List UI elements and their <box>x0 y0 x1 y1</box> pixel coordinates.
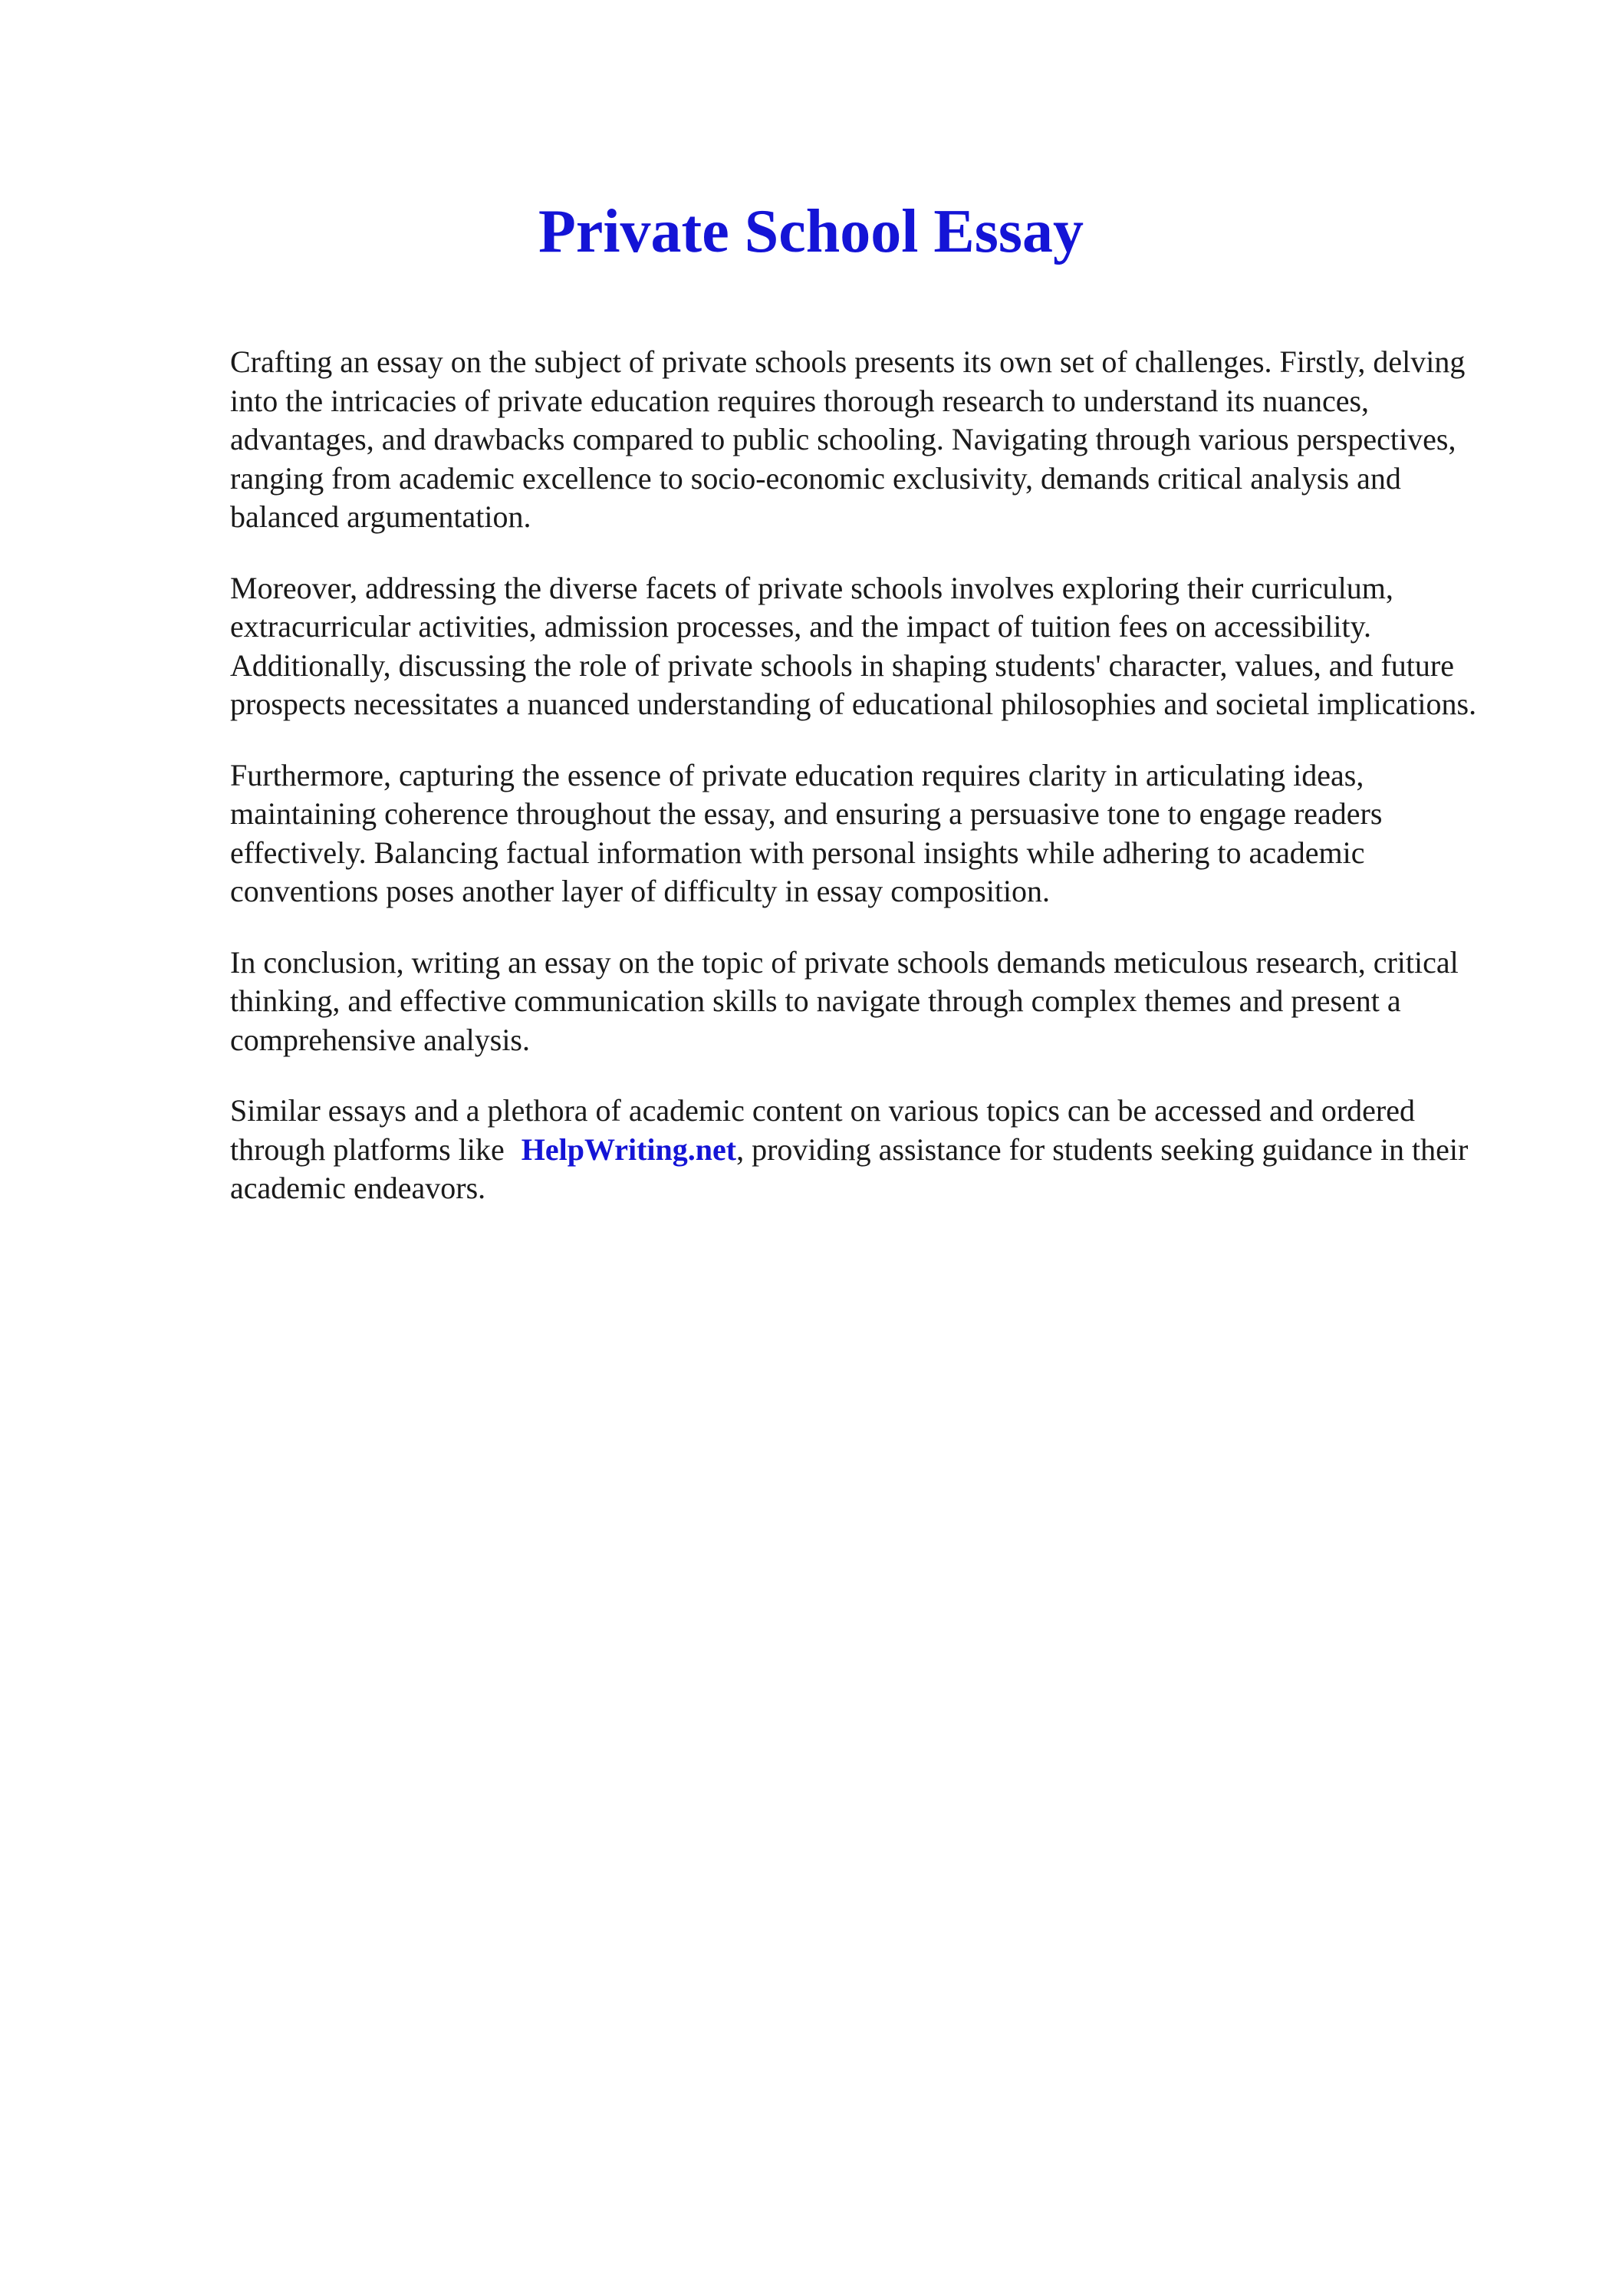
paragraph-1: Crafting an essay on the subject of private schools presents its own set of challenges. Firstly, delving into the intricacies of private education requires thorough research to understand its nuances, advantages, and drawbacks compared to public schooling. Navigating through various perspectives, ranging from academic excellence to socio-economic exclusivity, demands critical analysis and balanced argumentation. <box>230 344 1466 534</box>
essay-body <box>230 343 1503 1240</box>
paragraph-4: In conclusion, writing an essay on the topic of private schools demands meticulous research, critical thinking, and effective communication skills to navigate through complex themes and present a comprehensive analysis. <box>230 944 1459 1057</box>
closing-text-before-link: Similar essays and a plethora of academic content on various topics can be accessed and ordered through platforms like <box>230 1093 1415 1167</box>
paragraph-2: Moreover, addressing the diverse facets of private schools involves exploring their curriculum, extracurricular activities, admission processes, and the impact of tuition fees on accessibility. Additionally, discussing the role of private schools in shaping students' character, values, and future prospects necessitates a nuanced understanding of educational philosophies and societal implications. <box>230 570 1477 721</box>
page-title: Private School Essay <box>538 198 1084 265</box>
closing-paragraph <box>230 1092 1503 1208</box>
closing-text-after-link: , providing assistance for students seeking guidance in their academic endeavors. <box>230 1132 1469 1205</box>
paragraph-3: Furthermore, capturing the essence of private education requires clarity in articulating ideas, maintaining coherence throughout the essay, and ensuring a persuasive tone to engage readers effectively. Balancing factual information with personal insights while adhering to academic conventions poses another layer of difficulty in essay composition. <box>230 757 1383 908</box>
helpwriting-link[interactable]: HelpWriting.net <box>521 1132 737 1167</box>
